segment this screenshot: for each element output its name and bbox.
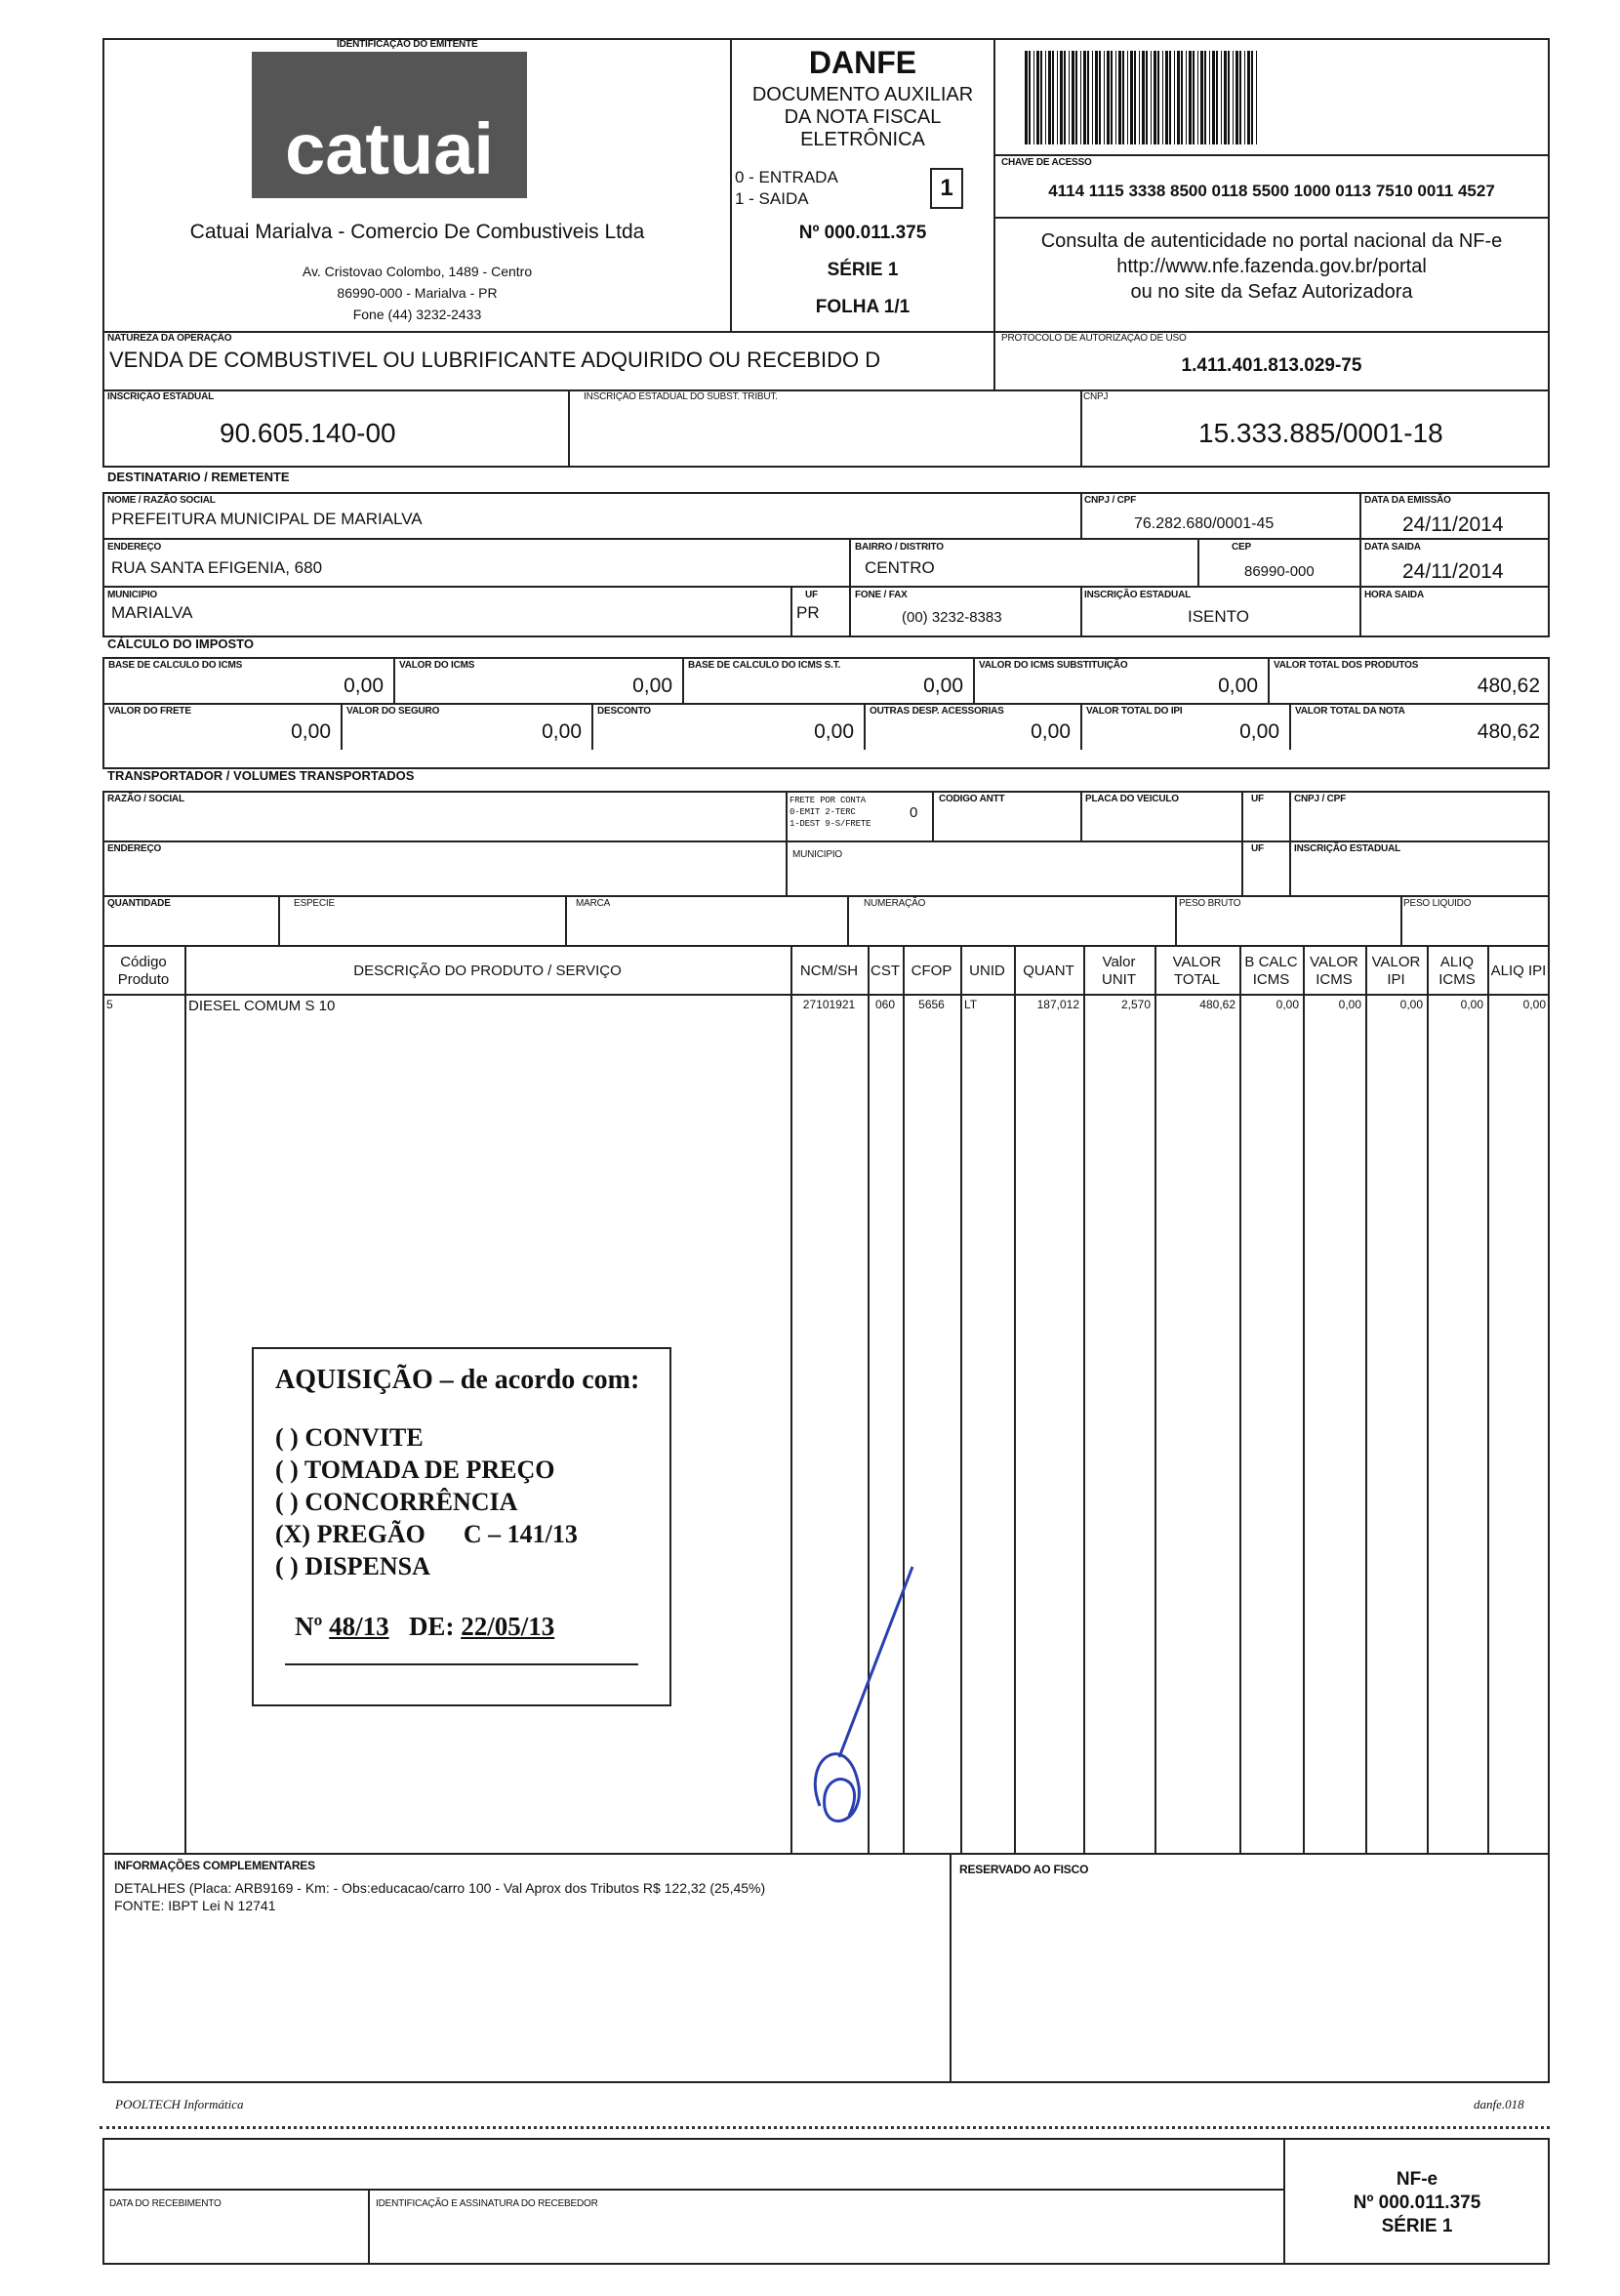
emitente-phone: Fone (44) 3232-2433 xyxy=(352,307,482,322)
stamp-option: ( ) DISPENSA xyxy=(275,1552,430,1580)
calc-label: DESCONTO xyxy=(597,706,651,717)
stamp-num: 48/13 xyxy=(329,1612,389,1641)
dest-saida-label: DATA SAIDA xyxy=(1364,542,1421,553)
info-label: INFORMAÇÕES COMPLEMENTARES xyxy=(114,1859,315,1872)
peso-bruto-label: PESO BRUTO xyxy=(1179,898,1241,909)
dest-section-title: DESTINATARIO / REMETENTE xyxy=(107,470,290,484)
chave-label: CHAVE DE ACESSO xyxy=(1001,157,1092,168)
column-header: NCM/SH xyxy=(799,963,859,979)
column-header: Código Produto xyxy=(117,954,170,988)
dest-ie: ISENTO xyxy=(1188,607,1249,626)
product-cell: 060 xyxy=(874,998,896,1011)
column-header: B CALC ICMS xyxy=(1244,954,1298,988)
stamp-num-label: Nº xyxy=(295,1612,323,1641)
product-cell: 0,00 xyxy=(1399,998,1423,1011)
calc-value: 0,00 xyxy=(344,675,384,697)
dest-fone-label: FONE / FAX xyxy=(855,590,908,600)
dest-bairro: CENTRO xyxy=(865,558,935,577)
product-cell: 0,00 xyxy=(1522,998,1546,1011)
calc-value: 0,00 xyxy=(923,675,963,697)
consulta-url[interactable]: http://www.nfe.fazenda.gov.br/portal xyxy=(1116,256,1427,277)
calc-value: 480,62 xyxy=(1477,720,1540,743)
calc-value: 0,00 xyxy=(1239,720,1279,743)
dest-fone: (00) 3232-8383 xyxy=(902,609,1002,626)
peso-liquido-label: PESO LIQUIDO xyxy=(1403,898,1472,909)
column-header: DESCRIÇÃO DO PRODUTO / SERVIÇO xyxy=(353,963,622,979)
dest-hora-label: HORA SAIDA xyxy=(1364,590,1424,600)
calc-value: 0,00 xyxy=(291,720,331,743)
danfe-subtitle: DOCUMENTO AUXILIAR xyxy=(751,84,974,105)
dest-nome-label: NOME / RAZÃO SOCIAL xyxy=(107,495,216,506)
protocolo-label: PROTOCOLO DE AUTORIZAÇÃO DE USO xyxy=(1001,333,1187,344)
danfe-folha: FOLHA 1/1 xyxy=(815,297,911,317)
calc-label: BASE DE CALCULO DO ICMS xyxy=(108,660,243,671)
product-cell: 2,570 xyxy=(1120,998,1151,1011)
natureza-label: NATUREZA DA OPERAÇÃO xyxy=(107,333,232,344)
ie-value: 90.605.140-00 xyxy=(220,418,396,448)
natureza-value: VENDA DE COMBUSTIVEL OU LUBRIFICANTE ADQUIRIDO OU RECEBIDO D xyxy=(109,348,881,372)
dest-endereco-label: ENDEREÇO xyxy=(107,542,162,553)
calc-label: VALOR DO SEGURO xyxy=(346,706,440,717)
product-cell: LT xyxy=(964,998,978,1011)
calc-value: 0,00 xyxy=(632,675,672,697)
calc-label: BASE DE CALCULO DO ICMS S.T. xyxy=(688,660,841,671)
marca-label: MARCA xyxy=(576,898,611,909)
receipt-nfe: NF-e xyxy=(1396,2169,1438,2190)
calc-label: VALOR DO ICMS SUBSTITUIÇÃO xyxy=(979,660,1128,671)
product-cell: 0,00 xyxy=(1276,998,1299,1011)
handwritten-signature xyxy=(781,1562,927,1845)
column-header: ALIQ IPI xyxy=(1490,963,1547,979)
calc-value: 480,62 xyxy=(1477,675,1540,697)
column-header: UNID xyxy=(969,963,1005,979)
calc-value: 0,00 xyxy=(1031,720,1071,743)
info-line1: DETALHES (Placa: ARB9169 - Km: - Obs:educacao/carro 100 - Val Aprox dos Tributos R$ 122,32 (25,45%) xyxy=(114,1880,766,1896)
calc-section-title: CÁLCULO DO IMPOSTO xyxy=(107,636,254,651)
quantidade-label: QUANTIDADE xyxy=(107,898,171,909)
emitente-name: Catuai Marialva - Comercio De Combustiveis Ltda xyxy=(189,221,645,243)
dest-emissao-label: DATA DA EMISSÃO xyxy=(1364,495,1451,506)
dest-nome: PREFEITURA MUNICIPAL DE MARIALVA xyxy=(111,510,423,528)
receipt-date-label: DATA DO RECEBIMENTO xyxy=(109,2198,222,2209)
fisco-label: RESERVADO AO FISCO xyxy=(959,1863,1089,1876)
info-line2: FONTE: IBPT Lei N 12741 xyxy=(114,1898,276,1913)
dest-cep-label: CEP xyxy=(1232,542,1251,553)
dest-uf-label: UF xyxy=(805,590,818,600)
calc-label: VALOR TOTAL DO IPI xyxy=(1086,706,1183,717)
column-header: QUANT xyxy=(1023,963,1074,979)
placa-label: PLACA DO VEICULO xyxy=(1085,794,1179,804)
stamp-date: 22/05/13 xyxy=(461,1612,555,1641)
product-cell: 187,012 xyxy=(1036,998,1079,1011)
stamp-option: ( ) TOMADA DE PREÇO xyxy=(275,1456,555,1484)
transp-razao-label: RAZÃO / SOCIAL xyxy=(107,794,184,804)
footer-code: danfe.018 xyxy=(1474,2097,1524,2112)
frete-option: 0-EMIT 2-TERC xyxy=(790,807,856,817)
antt-label: CODIGO ANTT xyxy=(939,794,1005,804)
danfe-title: DANFE xyxy=(808,45,917,80)
dest-municipio: MARIALVA xyxy=(111,603,193,622)
calc-value: 0,00 xyxy=(542,720,582,743)
product-cell: 5656 xyxy=(918,998,945,1011)
emitente-label: IDENTIFICAÇÃO DO EMITENTE xyxy=(337,39,478,50)
fisco-box xyxy=(950,1853,1550,2083)
product-cell: 480,62 xyxy=(1199,998,1235,1011)
ie-st-label: INSCRIÇÃO ESTADUAL DO SUBST. TRIBUT. xyxy=(584,391,778,402)
danfe-numero: Nº 000.011.375 xyxy=(798,223,927,243)
especie-label: ESPECIE xyxy=(294,898,335,909)
column-header: CST xyxy=(871,963,900,979)
dest-cnpj: 76.282.680/0001-45 xyxy=(1134,515,1275,532)
tipo-box: 1 xyxy=(930,168,963,209)
column-header: VALOR IPI xyxy=(1371,954,1421,988)
calc-value: 0,00 xyxy=(814,720,854,743)
stamp-de-label: DE: xyxy=(408,1612,455,1641)
calc-label: VALOR TOTAL DOS PRODUTOS xyxy=(1274,660,1419,671)
calc-label: OUTRAS DESP. ACESSORIAS xyxy=(870,706,1004,717)
dest-ie-label: INSCRIÇÃO ESTADUAL xyxy=(1084,590,1191,600)
product-cell: 27101921 xyxy=(802,998,856,1011)
numeracao-label: NUMERAÇÃO xyxy=(864,898,926,909)
danfe-serie: SÉRIE 1 xyxy=(827,260,899,280)
consulta-line3: ou no site da Sefaz Autorizadora xyxy=(1130,281,1413,303)
receipt-numero: Nº 000.011.375 xyxy=(1353,2193,1481,2213)
ie-label: INSCRIÇÃO ESTADUAL xyxy=(107,391,214,402)
dest-municipio-label: MUNICIPIO xyxy=(107,590,157,600)
emitente-address: Av. Cristovao Colombo, 1489 - Centro xyxy=(302,264,533,279)
cnpj-value: 15.333.885/0001-18 xyxy=(1198,418,1443,448)
column-header: VALOR TOTAL xyxy=(1172,954,1222,988)
column-header: VALOR ICMS xyxy=(1310,954,1358,988)
calc-label: VALOR DO ICMS xyxy=(399,660,475,671)
entrada-option: 0 - ENTRADA xyxy=(735,168,838,186)
transp-section-title: TRANSPORTADOR / VOLUMES TRANSPORTADOS xyxy=(107,768,415,783)
product-cell: 0,00 xyxy=(1460,998,1483,1011)
company-logo: catuai xyxy=(252,52,527,198)
consulta-line1: Consulta de autenticidade no portal nacional da NF-e xyxy=(1040,230,1503,252)
cnpj-label: CNPJ xyxy=(1083,391,1109,402)
danfe-subtitle: ELETRÔNICA xyxy=(800,129,925,150)
dest-uf: PR xyxy=(796,603,820,622)
footer-vendor: POOLTECH Informática xyxy=(115,2097,244,2112)
stamp-option-checked: (X) PREGÃO C – 141/13 xyxy=(275,1520,578,1548)
receipt-signature-label: IDENTIFICAÇÃO E ASSINATURA DO RECEBEDOR xyxy=(376,2198,598,2209)
dest-bairro-label: BAIRRO / DISTRITO xyxy=(855,542,944,553)
product-cell: 0,00 xyxy=(1338,998,1361,1011)
barcode xyxy=(1025,51,1522,144)
calc-value: 0,00 xyxy=(1218,675,1258,697)
frete-label: FRETE POR CONTA xyxy=(790,796,867,805)
column-header: Valor UNIT xyxy=(1102,954,1136,988)
product-cell: DIESEL COMUM S 10 xyxy=(188,998,336,1014)
danfe-subtitle: DA NOTA FISCAL xyxy=(784,106,942,128)
stamp-option: ( ) CONVITE xyxy=(275,1423,424,1452)
dest-endereco: RUA SANTA EFIGENIA, 680 xyxy=(111,558,323,577)
dest-saida: 24/11/2014 xyxy=(1402,560,1504,583)
transp-municipio-label: MUNICIPIO xyxy=(792,849,842,860)
dest-cnpj-label: CNPJ / CPF xyxy=(1084,495,1137,506)
saida-option: 1 - SAIDA xyxy=(735,189,809,208)
transp-uf2-label: UF xyxy=(1251,843,1264,854)
dest-emissao: 24/11/2014 xyxy=(1402,513,1504,536)
cut-line xyxy=(100,2126,1550,2129)
calc-label: VALOR DO FRETE xyxy=(108,706,191,717)
frete-value: 0 xyxy=(910,804,918,821)
chave-value: 4114 1115 3338 8500 0118 5500 1000 0113 7510 0011 4527 xyxy=(1048,182,1495,200)
transp-endereco-label: ENDEREÇO xyxy=(107,843,162,854)
calc-label: VALOR TOTAL DA NOTA xyxy=(1295,706,1405,717)
product-cell: 5 xyxy=(106,998,113,1011)
receipt-serie: SÉRIE 1 xyxy=(1381,2216,1453,2236)
transp-cnpj-label: CNPJ / CPF xyxy=(1294,794,1347,804)
column-header: CFOP xyxy=(911,963,952,979)
protocolo-value: 1.411.401.813.029-75 xyxy=(1181,355,1362,376)
acquisition-stamp xyxy=(252,1347,671,1706)
frete-option: 1-DEST 9-S/FRETE xyxy=(790,819,871,829)
transp-ie-label: INSCRIÇÃO ESTADUAL xyxy=(1294,843,1400,854)
emitente-city: 86990-000 - Marialva - PR xyxy=(337,285,498,301)
stamp-title: AQUISIÇÃO – de acordo com: xyxy=(275,1365,640,1395)
stamp-option: ( ) CONCORRÊNCIA xyxy=(275,1488,518,1516)
transp-uf-label: UF xyxy=(1251,794,1264,804)
dest-cep: 86990-000 xyxy=(1244,563,1315,580)
column-header: ALIQ ICMS xyxy=(1438,954,1476,988)
